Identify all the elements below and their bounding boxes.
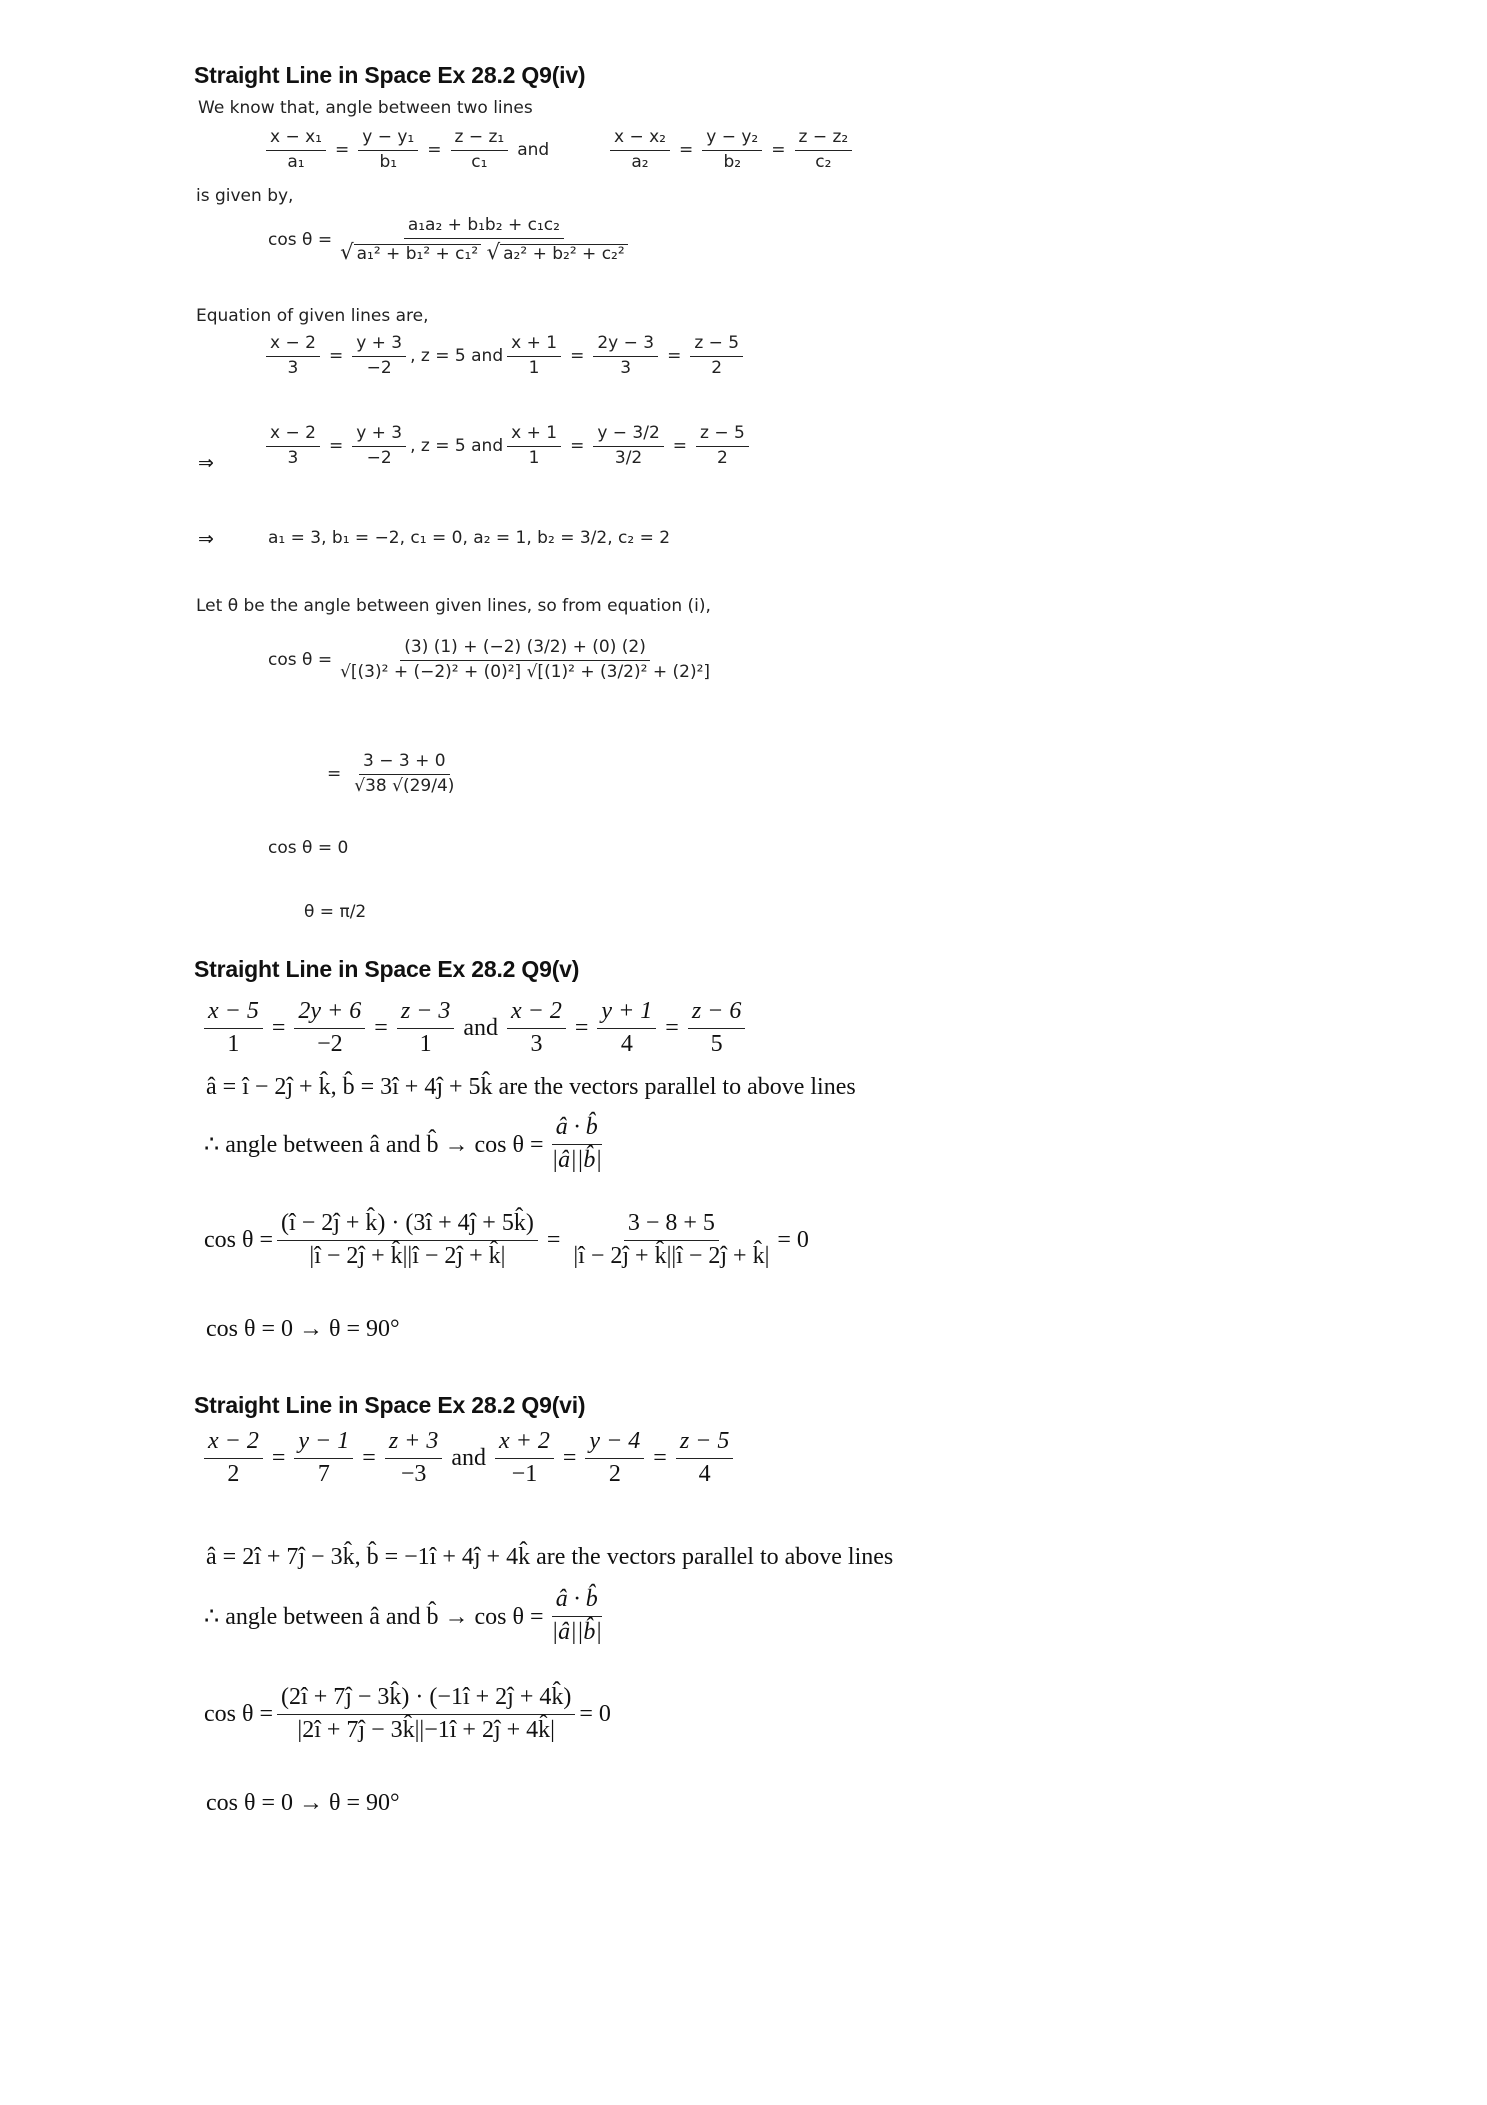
equation-lines-vi: $\frac{x - 2}{2}$ = $\frac{y - 1}{7}$ = $\frac{z + 3}{-3}$ and $\frac{x + 2}{-1}$ = $\frac{y - 4}{2}$ = $\frac{z - 5}{4}$: [200, 1428, 737, 1488]
cos-zero: cos θ = 0: [268, 838, 349, 858]
cos-computation: cos θ = $\frac{(2î + 7ĵ - 3k̂) \cdot (-1î + 2ĵ + 4k̂)}{|2î + 7ĵ - 3k̂||-1î + 2ĵ + 4k̂|}$ = 0: [204, 1684, 611, 1743]
fraction: $\frac{\text{x − x₁}}{\text{a₁}}$: [266, 128, 326, 172]
cos-simplified: = $\frac{3 - 3 + 0}{√38 √(29/4)}$: [327, 751, 455, 796]
given-equation-2: $\frac{x - 2}{3}$ = $\frac{y + 3}{-2}$ , z = 5 and $\frac{x + 1}{1}$ = $\frac{y - 3/2}{3/2}$ = $\frac{z - 5}{2}$: [262, 424, 753, 468]
section-heading-q9-vi: Straight Line in Space Ex 28.2 Q9(vi): [194, 1392, 586, 1418]
theta-result: θ = π/2: [304, 902, 367, 922]
equation-intro-text: Equation of given lines are,: [196, 306, 429, 326]
implies-symbol: ⇒: [198, 528, 214, 550]
angle-formula: ∴ angle between â and b̂ → cos θ = $\frac{â \cdot b̂}{|â||b̂|}$: [204, 1114, 602, 1173]
result-v: cos θ = 0 → θ = 90°: [206, 1316, 400, 1342]
fraction: $\frac{\text{z − z₁}}{\text{c₁}}$: [451, 128, 509, 172]
vector-definition: â = 2î + 7ĵ − 3k̂, b̂ = −1î + 4ĵ + 4k̂ are the vectors parallel to above lines: [206, 1544, 894, 1570]
general-line-2: $\frac{\text{x − x₂}}{\text{a₂}}$ = $\frac{\text{y − y₂}}{\text{b₂}}$ = $\frac{\text{z − z₂}}{\text{c₂}}$: [606, 128, 856, 172]
intro-text: We know that, angle between two lines: [198, 98, 533, 118]
let-theta-text: Let θ be the angle between given lines, so from equation (i),: [196, 596, 711, 616]
result-vi: cos θ = 0 → θ = 90°: [206, 1790, 400, 1816]
fraction: $\frac{\text{y − y₁}}{\text{b₁}}$: [358, 128, 418, 172]
given-equation-1: $\frac{x - 2}{3}$ = $\frac{y + 3}{-2}$ , z = 5 and $\frac{x + 1}{1}$ = $\frac{2y - 3}{3}$ = $\frac{z - 5}{2}$: [262, 334, 747, 378]
given-by-text: is given by,: [196, 186, 294, 206]
cos-substitution: cos θ = $\frac{(3) (1) + (-2) (3/2) + (0) (2)}{\text{√[(3)² + (−2)² + (0)²] √[(1)² + (3/2)² + (2)²]}}$: [268, 637, 711, 682]
general-line-1: $\frac{\text{x − x₁}}{\text{a₁}}$ = $\frac{\text{y − y₁}}{\text{b₁}}$ = $\frac{\text{z − z₁}}{\text{c₁}}$ and: [262, 128, 554, 172]
coefficients: a₁ = 3, b₁ = −2, c₁ = 0, a₂ = 1, b₂ = 3/2, c₂ = 2: [268, 528, 671, 548]
section-heading-q9-v: Straight Line in Space Ex 28.2 Q9(v): [194, 956, 580, 982]
cos-computation: cos θ = $\frac{(î - 2ĵ + k̂) \cdot (3î + 4ĵ + 5k̂)}{|î - 2ĵ + k̂||î - 2ĵ + k̂|}$ = $\frac{3 - 8 + 5}{|î - 2ĵ + k̂||î - 2ĵ + k̂|}$ = 0: [204, 1210, 809, 1269]
section-heading-q9-iv: Straight Line in Space Ex 28.2 Q9(iv): [194, 62, 586, 88]
angle-formula: ∴ angle between â and b̂ → cos θ = $\frac{â \cdot b̂}{|â||b̂|}$: [204, 1586, 602, 1645]
implies-symbol: ⇒: [198, 452, 214, 474]
equation-lines-v: $\frac{x - 5}{1}$ = $\frac{2y + 6}{-2}$ = $\frac{z - 3}{1}$ and $\frac{x - 2}{3}$ = $\frac{y + 1}{4}$ = $\frac{z - 6}{5}$: [200, 998, 749, 1058]
cos-formula: cos θ = $\frac{\text{a₁a₂ + b₁b₂ + c₁c₂}}{\text{√ a₁² + b₁² + c₁² √ a₂² + b₂² + c₂²}}$: [268, 216, 636, 265]
vector-definition: â = î − 2ĵ + k̂, b̂ = 3î + 4ĵ + 5k̂ are the vectors parallel to above lines: [206, 1074, 856, 1100]
